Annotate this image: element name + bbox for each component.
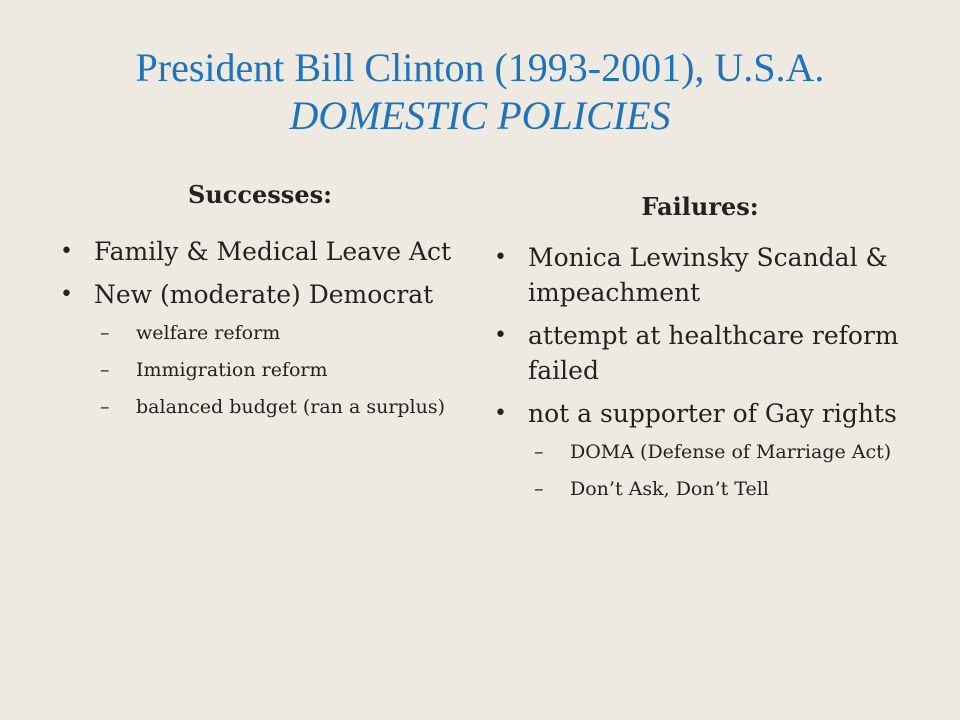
list-item: [60, 234, 460, 269]
failures-list: [494, 240, 914, 513]
dash-glyph: –: [100, 396, 110, 418]
sub-item-text: balanced budget (ran a surplus): [136, 396, 446, 418]
list-item: [494, 240, 914, 310]
title-main: President Bill Clinton (1993-2001), U.S.A.: [135, 45, 825, 90]
slide-title: [0, 44, 960, 140]
bullet-glyph: •: [494, 323, 507, 348]
sub-item-text: Immigration reform: [136, 359, 328, 381]
dash-glyph: –: [534, 441, 544, 463]
successes-list: [60, 234, 460, 431]
title-subtitle: DOMESTIC POLICIES: [289, 93, 671, 138]
sub-list-item: [494, 476, 914, 503]
bullet-glyph: •: [494, 245, 507, 270]
list-item: [60, 277, 460, 312]
sub-item-text: DOMA (Defense of Marriage Act): [570, 441, 892, 463]
failures-heading: Failures:: [641, 192, 759, 221]
sub-item-text: welfare reform: [136, 322, 281, 344]
sub-list-item: [494, 439, 914, 466]
list-item: [494, 396, 914, 431]
list-item-text: New (moderate) Democrat: [94, 280, 434, 309]
sub-list: [494, 439, 914, 503]
sub-list-item: [60, 320, 460, 347]
sub-item-text: Don’t Ask, Don’t Tell: [570, 478, 769, 500]
list-item-text: Monica Lewinsky Scandal & impeachment: [528, 243, 888, 307]
bullet-glyph: •: [60, 239, 73, 264]
sub-list-item: [60, 394, 460, 421]
bullet-glyph: •: [494, 401, 507, 426]
dash-glyph: –: [534, 478, 544, 500]
list-item-text: not a supporter of Gay rights: [528, 399, 897, 428]
sub-list-item: [60, 357, 460, 384]
successes-heading: Successes:: [188, 180, 332, 209]
list-item: [494, 318, 914, 388]
dash-glyph: –: [100, 359, 110, 381]
list-item-text: Family & Medical Leave Act: [94, 237, 452, 266]
bullet-glyph: •: [60, 282, 73, 307]
dash-glyph: –: [100, 322, 110, 344]
sub-list: [60, 320, 460, 421]
list-item-text: attempt at healthcare reform failed: [528, 321, 899, 385]
